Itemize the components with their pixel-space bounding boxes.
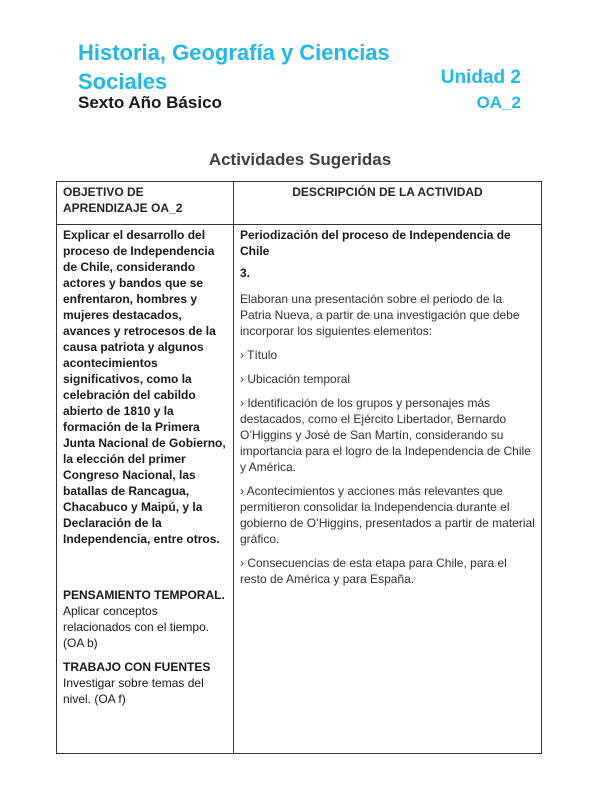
skill-temporal — [63, 587, 227, 651]
objective-text: Explicar el desarrollo del proceso de Independencia de Chile, considerando actores y bandos que se enfrentaron, hombres y mujeres destacados, avances y retrocesos de la causa patriota y algunos acontecimientos significativos, como la celebración del cabildo abierto de 1810 y la formación de la Primera Junta Nacional de Gobierno, la elección del primer Congreso Nacional, las batallas de Rancagua, Chacabuco y Maipú, y la Declaración de la Independencia, entre otros. — [63, 228, 226, 546]
grade-label: Sexto Año Básico — [78, 93, 222, 112]
activity-bullet-consequences: › Consecuencias de esta etapa para Chile, para el resto de América y para España. — [240, 556, 507, 586]
activities-table — [56, 181, 542, 754]
table-row — [57, 225, 542, 754]
activity-number: 3. — [240, 266, 251, 280]
subject-title — [78, 38, 390, 96]
activity-bullet-title: › Título — [240, 348, 278, 362]
subject-title-line2: Sociales — [78, 69, 168, 94]
description-cell — [234, 225, 542, 754]
activity-paragraph: Elaboran una presentación sobre el periodo de la Patria Nueva, a partir de una investigación que debe incorporar los siguientes elementos: — [240, 292, 520, 338]
skill-sources-head: TRABAJO CON FUENTES — [63, 660, 211, 674]
activity-bullet-time: › Ubicación temporal — [240, 372, 351, 386]
skill-sources-text: Investigar sobre temas del nivel. (OA f) — [63, 676, 204, 706]
subject-title-line1: Historia, Geografía y Ciencias — [78, 40, 390, 65]
activity-bullet-groups: › Identificación de los grupos y personajes más destacados, como el Ejército Libertador, Bernardo O’Higgins y José de San Martín, considerando su importancia para el logro de la Independencia de Chile y América. — [240, 396, 531, 474]
oa-label: OA_2 — [476, 93, 521, 112]
skill-sources — [63, 659, 227, 707]
objective-cell — [57, 225, 234, 754]
col-header-objective: OBJETIVO DE APRENDIZAJE OA_2 — [57, 182, 234, 225]
activity-bullet-events: › Acontecimientos y acciones más relevantes que permitieron consolidar la Independencia durante el gobierno de O’Higgins, presentados a partir de material gráfico. — [240, 484, 535, 546]
col-header-description: DESCRIPCIÓN DE LA ACTIVIDAD — [234, 182, 542, 225]
skill-temporal-text: Aplicar conceptos relacionados con el tiempo. (OA b) — [63, 604, 210, 650]
activity-title: Periodización del proceso de Independencia de Chile — [240, 228, 511, 258]
unit-label: Unidad 2 — [440, 67, 521, 88]
skill-temporal-head: PENSAMIENTO TEMPORAL. — [63, 588, 225, 602]
table-header-row — [57, 182, 542, 225]
section-title: Actividades Sugeridas — [208, 150, 392, 169]
